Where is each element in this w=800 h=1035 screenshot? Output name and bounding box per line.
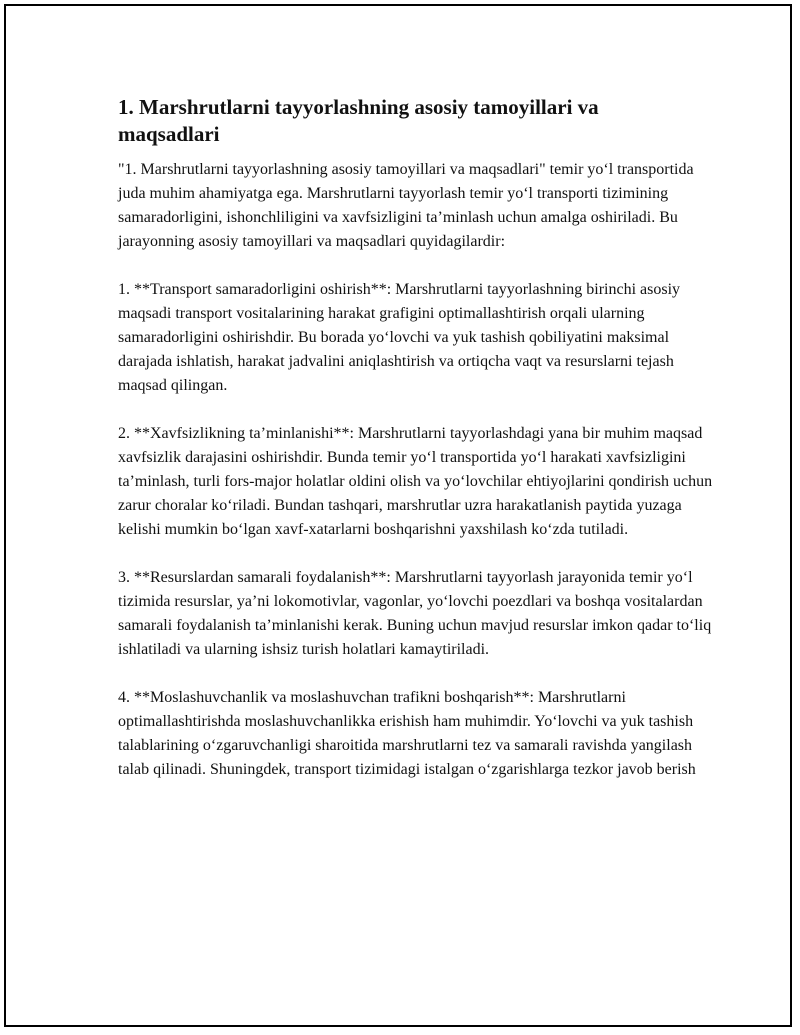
paragraph-resources: 3. **Resurslardan samarali foydalanish**: Marshrutlarni tayyorlash jarayonida temir yo‘l tizimida resurslar, ya’ni lokomotivlar, vagonlar, yo‘lovchi poezdlari va boshqa vositalardan samarali foydalanish ta’minlanishi kerak. Buning uchun mavjud resurslar imkon qadar to‘liq ishlatiladi va ularning ishsiz turish holatlari kamaytiriladi. <box>118 569 712 658</box>
paragraph-transport-efficiency: 1. **Transport samaradorligini oshirish**: Marshrutlarni tayyorlashning birinchi asosiy maqsadi transport vositalarining harakat grafigini optimallashtirish orqali ularning samaradorligini oshirishdir. Bu borada yo‘lovchi va yuk tashish qobiliyatini maksimal darajada ishlatish, harakat jadvalini aniqlashtirish va ortiqcha vaqt va resurslarni tejash maqsad qilingan. <box>118 281 681 394</box>
paragraph-safety: 2. **Xavfsizlikning ta’minlanishi**: Marshrutlarni tayyorlashdagi yana bir muhim maqsad xavfsizlik darajasini oshirishdir. Bunda temir yo‘l transportida yo‘l harakati xavfsizligini ta’minlash, turli fors-major holatlar oldini olish va yo‘lovchilar ehtiyojlarini qondirish uchun zarur choralar ko‘riladi. Bundan tashqari, marshrutlar uzra harakatlanish paytida yuzaga kelishi mumkin bo‘lgan xavf-xatarlarni boshqarishni yaxshilash ko‘zda tutiladi. <box>118 425 713 538</box>
document-body <box>118 94 718 806</box>
section-heading: 1. Marshrutlarni tayyorlashning asosiy tamoyillari va maqsadlari <box>118 95 599 146</box>
intro-paragraph: "1. Marshrutlarni tayyorlashning asosiy tamoyillari va maqsadlari" temir yo‘l transportida juda muhim ahamiyatga ega. Marshrutlarni tayyorlash temir yo‘l transporti tizimining samaradorligini, ishonchliligini va xavfsizligini ta’minlash uchun amalga oshiriladi. Bu jarayonning asosiy tamoyillari va maqsadlari quyidagilardir: <box>118 161 694 250</box>
paragraph-flexibility: 4. **Moslashuvchanlik va moslashuvchan trafikni boshqarish**: Marshrutlarni optimallashtirishda moslashuvchanlikka erishish ham muhimdir. Yo‘lovchi va yuk tashish talablarining o‘zgaruvchanligi sharoitida marshrutlarni tez va samarali ravishda yangilash talab qilinadi. Shuningdek, transport tizimidagi istalgan o‘zgarishlarga tezkor javob berish <box>118 689 696 778</box>
